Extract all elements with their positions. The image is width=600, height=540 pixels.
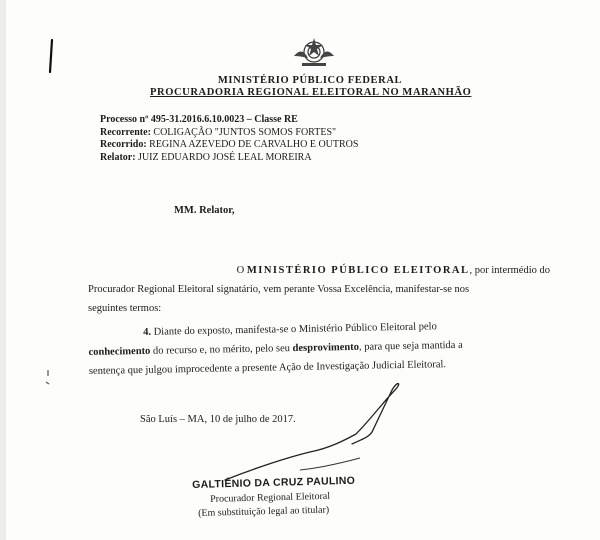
conclusion-line-3: sentença que julgou improcedente a presente Ação de Investigação Judicial Eleitoral. [88,359,447,377]
date-line: São Luís – MA, 10 de julho de 2017. [140,414,296,425]
signatory-note: (Em substituição legal ao titular) [198,504,330,519]
recorrente-value: COLIGAÇÃO "JUNTOS SOMOS FORTES" [153,126,337,138]
processo-label: Processo nº [100,114,149,125]
header-institution: MINISTÉRIO PÚBLICO FEDERAL [217,75,403,86]
paragraph-number: 4. [143,326,152,338]
entity-name: MINISTÉRIO PÚBLICO ELEITORAL [246,265,470,276]
term-desprovimento: desprovimento [292,341,360,355]
signature-flourish [300,458,360,470]
header-office: PROCURADORIA REGIONAL ELEITORAL NO MARANHÃO [150,87,472,98]
intro-line-1: O MINISTÉRIO PÚBLICO ELEITORAL, por intermédio do [236,265,550,276]
recorrido-label: Recorrido: [100,139,147,150]
intro-line-3: seguintes termos: [88,303,162,314]
recorrido-value: REGINA AZEVEDO DE CARVALHO E OUTROS [149,139,359,150]
processo-value: 495-31.2016.6.10.0023 – Classe RE [150,114,298,125]
salutation: MM. Relator, [174,205,235,216]
margin-mark [46,370,49,384]
signatory-role: Procurador Regional Eleitoral [210,490,331,505]
signatory-name: GALTIÊNIO DA CRUZ PAULINO [192,474,356,491]
signature-stroke [225,384,399,480]
conclusion-line-2: conhecimento do recurso e, no mérito, pelo seu desprovimento, para que seja mantida a [88,339,463,358]
relator-label: Relator: [100,151,136,163]
pen-mark-left [50,40,52,72]
conclusion-line-1: 4. Diante do exposto, manifesta-se o Ministério Público Eleitoral pelo [143,321,437,338]
term-conhecimento: conhecimento [88,345,151,358]
relator-value: JUIZ EDUARDO JOSÉ LEAL MOREIRA [138,151,312,163]
recorrente-label: Recorrente: [100,126,151,138]
intro-line-2: Procurador Regional Eleitoral signatário, vem perante Vossa Excelência, manifestar-se nos [88,284,470,295]
